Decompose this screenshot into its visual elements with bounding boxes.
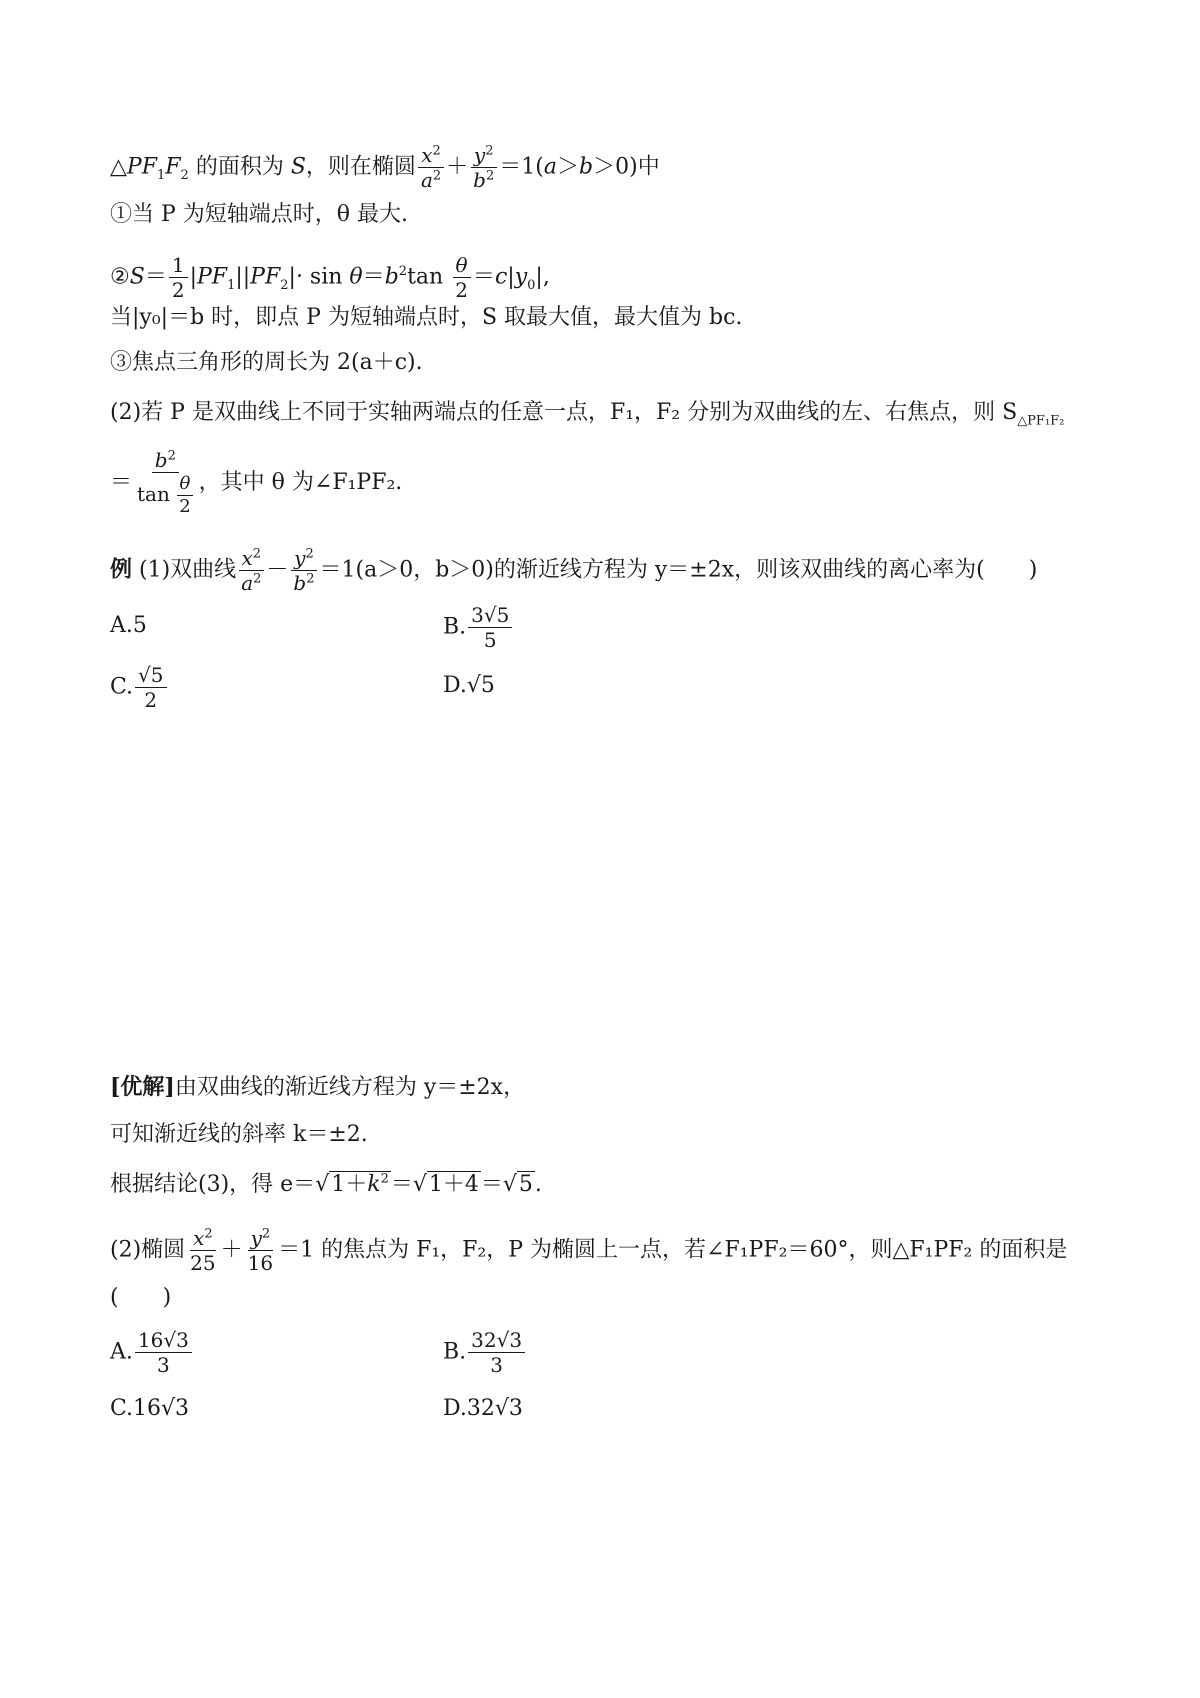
fraction-y2-b2: $\frac{y^2}{b^2}$ [470, 145, 497, 190]
option-2b-den: 3 [490, 1353, 503, 1377]
solution-text-3: 根据结论(3)，得 e＝ [110, 1172, 316, 1197]
question-2-text-a: (2)椭圆 [110, 1237, 186, 1263]
example-text-a: (1)双曲线 [139, 557, 237, 583]
option-1b-fraction [468, 605, 512, 650]
fraction-y2-16: $\frac{y^2}{16}$ [247, 1226, 274, 1275]
solution-line-3: 根据结论(3)，得 $e=√1+k^2=√1+4=√5$. [110, 1171, 542, 1197]
var-s: S [290, 154, 306, 180]
option-2a-fraction [135, 1330, 192, 1375]
option-1c-num: √5 [135, 665, 166, 688]
text-line-6 [110, 398, 1064, 428]
option-1c-label: C. [110, 674, 134, 700]
fraction-theta-half: $\frac{\theta}{2}$ [452, 255, 471, 300]
circled-2: ② [110, 264, 130, 290]
solution-line-2: 可知渐近线的斜率 k＝±2. [110, 1122, 368, 1147]
option-2a-den: 3 [156, 1353, 170, 1377]
solution-line-1 [110, 1072, 525, 1103]
question-2-text-b: ＝1 的焦点为 F₁，F₂，P 为椭圆上一点，若∠F₁PF₂＝60°，则△F₁PF₂ 的面积是 [278, 1237, 1068, 1263]
option-2b-fraction [468, 1330, 525, 1375]
text-ellipse: ，则在椭圆 [305, 154, 416, 180]
text-line-3: ②S＝ $\frac{1}{2}$ $|PF_1||PF_2|\cdot \sin \theta=b^2\tan$ $\frac{\theta}{2}$ $=c|y_0|$, [110, 253, 550, 302]
fraction-y2-b2-ex: $\frac{y^2}{b^2}$ [290, 548, 317, 593]
option-2b-label: B. [443, 1339, 467, 1365]
option-1c-fraction [135, 665, 166, 710]
question-2-line: (2)椭圆 $\frac{x^2}{25}$ ＋ $\frac{y^2}{16}$ ＝1 的焦点为 F₁，F₂，P 为椭圆上一点，若∠F₁PF₂＝60°，则△F₁PF₂ 的面积是 [110, 1226, 1068, 1275]
option-1c-den: 2 [144, 688, 158, 712]
triangle-symbol: △ [110, 154, 127, 180]
text-theta-angle: ，其中 θ 为∠F₁PF₂. [198, 470, 403, 495]
text-area-label: 的面积为 [195, 154, 284, 180]
option-1b-num: 3√5 [468, 605, 512, 628]
fraction-x2-25: $\frac{x^2}{25}$ [190, 1226, 216, 1275]
text-hyperbola-statement: (2)若 P 是双曲线上不同于实轴两端点的任意一点，F₁，F₂ 分别为双曲线的左、右焦点，则 S [110, 400, 1018, 425]
option-1b-den: 5 [483, 628, 497, 652]
example-label: 例 [110, 556, 133, 583]
option-2b [443, 1330, 527, 1375]
option-2b-num: 32√3 [468, 1330, 525, 1353]
text-line-2: ①当 P 为短轴端点时，θ 最大. [110, 202, 409, 227]
text-middle: 中 [637, 154, 660, 180]
example-text-b: ＝1(a＞0，b＞0)的渐近线方程为 y＝±2x，则该双曲线的离心率为( ) [319, 557, 1038, 583]
fraction-x2-a2-ex: $\frac{x^2}{a^2}$ [238, 548, 264, 593]
option-1d: D.√5 [443, 673, 495, 698]
option-1c [110, 665, 169, 710]
option-1b-label: B. [443, 614, 467, 640]
option-2a-num: 16√3 [135, 1330, 192, 1353]
subscript-triangle: △PF₁F₂ [1017, 413, 1065, 429]
text-line-1: $\triangle PF_1F_2$ 的面积为 S，则在椭圆 $\frac{x^2}{a^2}$ ＋ $\frac{y^2}{b^2}$ ＝1(a＞b＞0)中 [110, 143, 660, 192]
option-2d: D.32√3 [443, 1396, 523, 1421]
option-2c: C.16√3 [110, 1396, 190, 1421]
option-2a-label: A. [110, 1339, 133, 1365]
fraction-x2-a2: $\frac{x^2}{a^2}$ [418, 145, 444, 190]
text-line-7: ＝ $b^2$ tan $\frac{\theta}{2}$ ，其中 θ 为∠F₁PF₂. [110, 448, 403, 517]
solution-text-1: 由双曲线的渐近线方程为 y＝±2x， [174, 1075, 526, 1100]
text-line-5: ③焦点三角形的周长为 2(a＋c). [110, 350, 423, 375]
fraction-half: $\frac{1}{2}$ [169, 255, 188, 300]
fraction-b2-tan: $b^2$ tan $\frac{\theta}{2}$ [134, 450, 197, 516]
option-1a: A.5 [110, 613, 147, 638]
text-line-4: 当|y₀|＝b 时，即点 P 为短轴端点时，S 取最大值，最大值为 bc. [110, 305, 743, 330]
question-2-paren: ( ) [110, 1285, 172, 1310]
option-2a [110, 1330, 194, 1375]
solution-label: [优解] [110, 1074, 175, 1100]
option-1b [443, 605, 514, 650]
example-line: 例 (1)双曲线 $\frac{x^2}{a^2}$ － $\frac{y^2}{b^2}$ ＝1(a＞0，b＞0)的渐近线方程为 y＝±2x，则该双曲线的离心率为( ) [110, 546, 1038, 595]
